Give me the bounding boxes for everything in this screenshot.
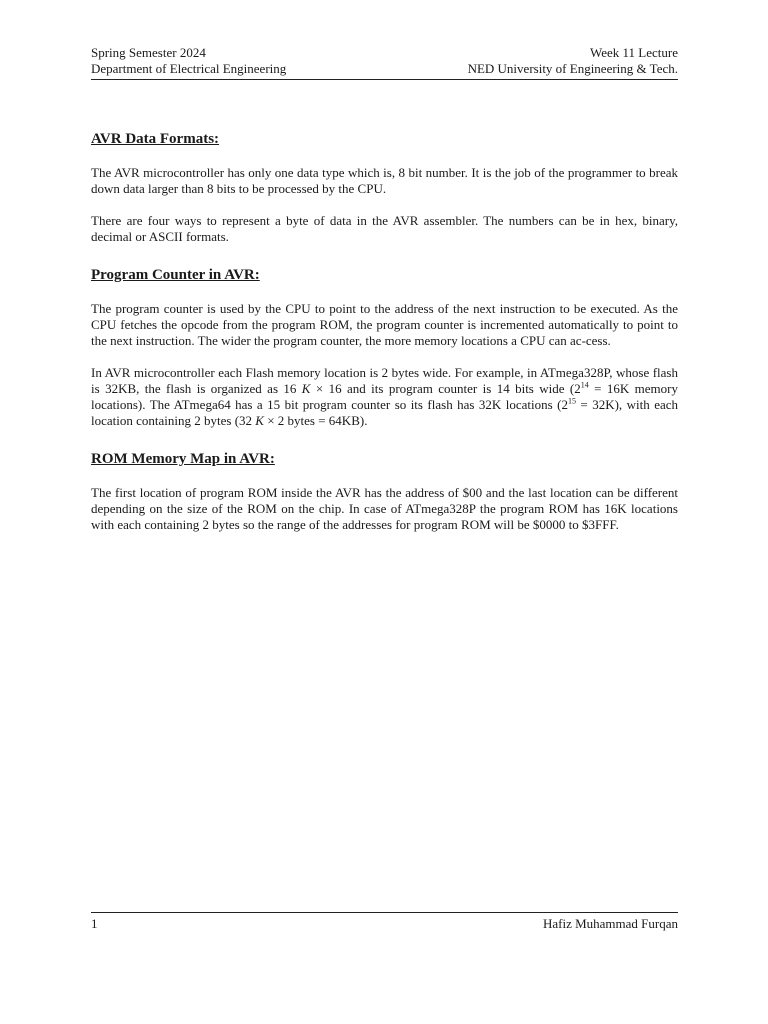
italic-k: K [255, 413, 264, 428]
semester-label: Spring Semester 2024 [91, 45, 206, 60]
section-heading: AVR Data Formats: [91, 131, 220, 147]
italic-k: K [301, 381, 311, 396]
university-label: NED University of Engineering & Tech. [467, 61, 678, 76]
section-rom-memory-map [91, 450, 678, 533]
department-label: Department of Electrical Engineering [91, 61, 287, 76]
section-heading: Program Counter in AVR: [91, 267, 260, 283]
section-program-counter [91, 266, 678, 429]
paragraph: The AVR microcontroller has only one data type which is, 8 bit number. It is the job of the programmer to break down data larger than 8 bits to be processed by the CPU. [91, 165, 678, 196]
superscript: 15 [567, 396, 576, 406]
page-number: 1 [91, 916, 98, 931]
header-row-top [91, 45, 678, 61]
text-run: = 32K), with each location containing 2 bytes (32 [91, 397, 678, 428]
paragraph-flash-organization [91, 365, 678, 429]
paragraph: The first location of program ROM inside the AVR has the address of $00 and the last location can be different depending on the size of the ROM on the chip. In case of ATmega328P the program ROM has 16K locations with each containing 2 bytes so the range of the addresses for program ROM will be $0000 to $3FFF. [91, 485, 678, 532]
header-row-bottom [91, 61, 678, 77]
section-heading: ROM Memory Map in AVR: [91, 451, 275, 467]
lecture-label: Week 11 Lecture [590, 45, 678, 60]
text-run: × 16 and its program counter is 14 bits wide (2 [310, 381, 581, 396]
paragraph: There are four ways to represent a byte of data in the AVR assembler. The numbers can be in hex, binary, decimal or ASCII formats. [91, 213, 678, 244]
paragraph: The program counter is used by the CPU to point to the address of the next instruction to be executed. As the CPU fetches the opcode from the program ROM, the program counter is incremented automatically to point to the next instruction. The wider the program counter, the more memory locations a CPU can ac-cess. [91, 301, 678, 348]
page-footer [91, 912, 678, 932]
text-run: × 2 bytes = 64KB). [263, 413, 368, 428]
text-run: = 16K memory locations). The ATmega64 has a 15 bit program counter so its flash has 32K locations (2 [91, 381, 678, 412]
page-content [91, 130, 678, 549]
page-header [91, 45, 678, 80]
superscript: 14 [580, 380, 589, 390]
text-run: In AVR microcontroller each Flash memory location is 2 bytes wide. For example, in ATmega328P, whose flash is 32KB, the flash is organized as 16 [91, 365, 678, 396]
section-avr-data-formats [91, 130, 678, 245]
author-name: Hafiz Muhammad Furqan [542, 916, 678, 931]
